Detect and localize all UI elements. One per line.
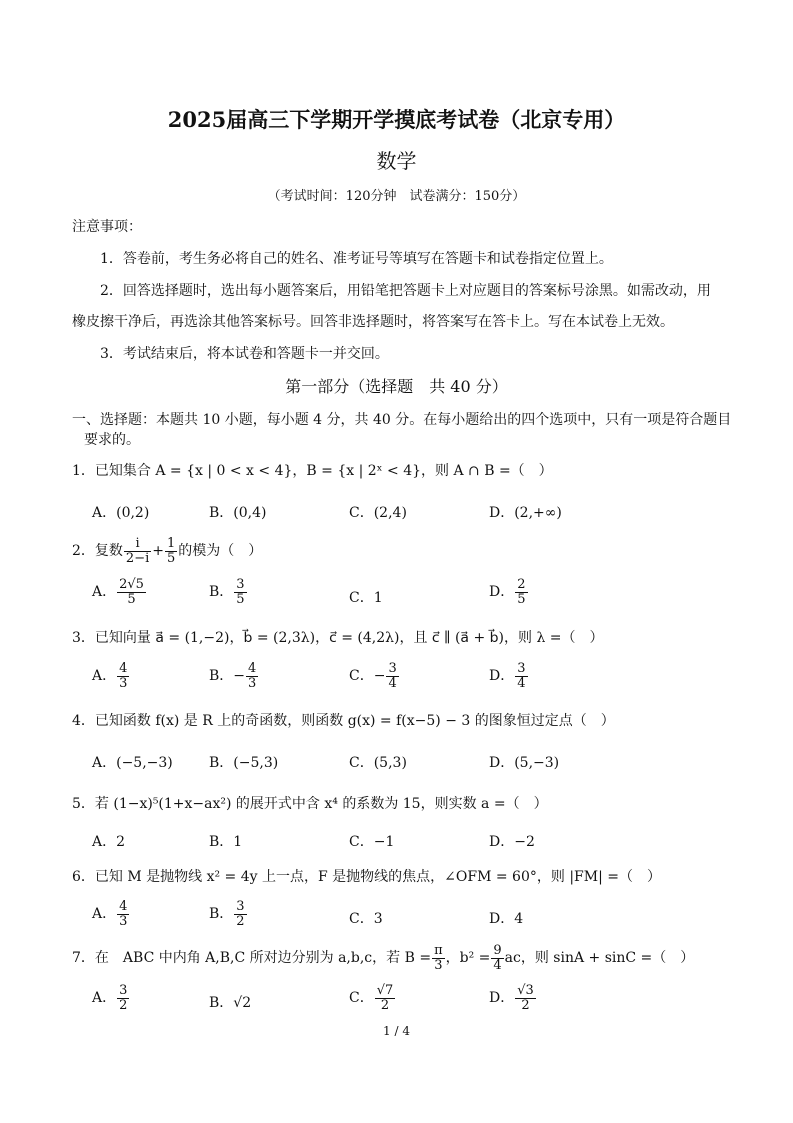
q2-frac-2-num: 1 — [166, 536, 176, 551]
q2-a-num: 2√5 — [119, 577, 144, 592]
note-item-3: 3．考试结束后，将本试卷和答题卡一并交回。 — [100, 346, 389, 362]
q2-stem-post: 的模为（ ） — [178, 543, 263, 560]
q6-b-den: 2 — [236, 913, 245, 929]
q5-option-c: C．−1 — [349, 834, 395, 850]
q3-d-frac — [515, 662, 527, 690]
q7-d-letter: D． — [489, 990, 515, 1007]
q7-a-letter: A． — [92, 990, 117, 1007]
q6-a-num: 4 — [119, 899, 128, 914]
q3-option-c — [349, 662, 400, 690]
q7-stem-pre: 7．在 ABC 中内角 A,B,C 所对边分别为 a,b,c，若 B = — [72, 950, 432, 967]
q7-d-num: √3 — [517, 983, 534, 998]
q2-stem-pre: 2．复数 — [72, 543, 123, 560]
q2-a-frac — [117, 578, 146, 606]
exam-info: （考试时间：120分钟 试卷满分：150分） — [267, 189, 526, 204]
q2-d-num: 2 — [517, 577, 526, 592]
question-5-stem: 5．若 (1−x)⁵(1+x−ax²) 的展开式中含 x⁴ 的系数为 15，则实数 a =（ ） — [72, 796, 548, 812]
q7-frac-1-num: π — [434, 943, 443, 958]
q3-option-b — [209, 662, 259, 690]
q6-a-frac — [117, 900, 129, 928]
q2-a-den: 5 — [127, 591, 136, 607]
q3-b-sign: − — [233, 668, 246, 685]
q2-d-letter: D． — [489, 584, 515, 601]
q2-b-den: 5 — [236, 591, 245, 607]
q2-b-frac — [234, 578, 246, 606]
q6-a-letter: A． — [92, 906, 117, 923]
q6-option-a — [92, 900, 130, 928]
q3-d-den: 4 — [517, 675, 526, 691]
q4-option-b: B．(−5,3) — [209, 755, 279, 771]
q7-option-c — [349, 984, 396, 1012]
q3-c-den: 4 — [388, 675, 397, 691]
q7-stem-post: ac，则 sinA + sinC =（ ） — [504, 950, 695, 967]
question-2-stem — [72, 537, 262, 565]
q7-d-frac — [515, 984, 536, 1012]
q3-a-frac — [117, 662, 129, 690]
q7-c-num: √7 — [376, 983, 394, 998]
q7-a-den: 2 — [119, 997, 128, 1013]
q2-b-letter: B． — [209, 584, 234, 601]
part1-instruction-cont: 要求的。 — [84, 432, 140, 448]
q6-option-b — [209, 900, 248, 928]
q2-option-a — [92, 578, 147, 606]
q7-frac-1-den: 3 — [434, 957, 443, 973]
question-7-stem — [72, 944, 694, 972]
question-1-stem: 1．已知集合 A = {x | 0 < x < 4}，B = {x | 2ˣ < 4}，则 A ∩ B =（ ） — [72, 463, 553, 479]
q6-option-d: D．4 — [489, 911, 524, 927]
q3-option-d — [489, 662, 529, 690]
q2-frac-2 — [165, 537, 177, 565]
q3-b-den: 3 — [248, 675, 257, 691]
q3-a-letter: A． — [92, 668, 117, 685]
q3-b-letter: B． — [209, 668, 234, 685]
q2-option-d — [489, 578, 529, 606]
question-6-stem: 6．已知 M 是抛物线 x² = 4y 上一点，F 是抛物线的焦点，∠OFM = 60°，则 |FM| =（ ） — [72, 869, 661, 885]
part1-heading: 第一部分（选择题 共 40 分） — [285, 377, 508, 396]
q4-option-a: A．(−5,−3) — [92, 755, 173, 771]
subject-title: 数学 — [376, 149, 417, 173]
notes-label: 注意事项： — [72, 219, 142, 235]
q2-plus: + — [152, 543, 164, 560]
q6-b-frac — [234, 900, 246, 928]
q3-option-a — [92, 662, 130, 690]
q7-frac-2-den: 4 — [493, 957, 502, 973]
q3-c-frac — [386, 662, 398, 690]
part1-instruction: 一、选择题：本题共 10 小题，每小题 4 分，共 40 分。在每小题给出的四个选项中，只有一项是符合题目 — [72, 412, 732, 428]
q2-b-num: 3 — [236, 577, 245, 592]
q5-option-a: A．2 — [92, 834, 126, 850]
q3-c-letter: C． — [349, 668, 374, 685]
q2-frac-2-den: 5 — [166, 550, 176, 566]
q2-d-den: 5 — [517, 591, 526, 607]
q2-frac-1 — [124, 537, 151, 565]
q3-b-num: 4 — [248, 661, 257, 676]
q3-b-frac — [246, 662, 258, 690]
q2-option-c: C．1 — [349, 590, 383, 606]
q7-a-num: 3 — [119, 983, 128, 998]
q6-option-c: C．3 — [349, 911, 383, 927]
q3-c-sign: − — [373, 668, 386, 685]
exam-title: 2025届高三下学期开学摸底考试卷（北京专用） — [167, 107, 626, 132]
note-item-2-cont: 橡皮擦干净后，再选涂其他答案标号。回答非选择题时，将答案写在答卡上。写在本试卷上无效。 — [72, 314, 674, 330]
q2-option-b — [209, 578, 248, 606]
q7-d-den: 2 — [521, 997, 530, 1013]
q5-option-d: D．−2 — [489, 834, 535, 850]
q3-a-num: 4 — [119, 661, 128, 676]
q7-c-letter: C． — [349, 990, 374, 1007]
q1-option-a: A．(0,2) — [92, 505, 150, 521]
q2-d-frac — [515, 578, 527, 606]
q3-a-den: 3 — [119, 675, 128, 691]
q6-b-letter: B． — [209, 906, 234, 923]
q6-a-den: 3 — [119, 913, 128, 929]
note-item-1: 1．答卷前，考生务必将自己的姓名、准考证号等填写在答题卡和试卷指定位置上。 — [100, 251, 613, 267]
q7-option-b: B．√2 — [209, 995, 252, 1011]
q3-d-letter: D． — [489, 668, 515, 685]
q4-option-d: D．(5,−3) — [489, 755, 560, 771]
q6-b-num: 3 — [236, 899, 245, 914]
page-number: 1 / 4 — [383, 1024, 410, 1038]
q7-a-frac — [117, 984, 129, 1012]
q3-d-num: 3 — [517, 661, 526, 676]
question-3-stem: 3．已知向量 a⃗ = (1,−2)，b⃗ = (2,3λ)，c⃗ = (4,2λ)，且 c⃗ ∥ (a⃗ + b⃗)，则 λ =（ ） — [72, 630, 604, 646]
q7-frac-2-num: 9 — [493, 943, 502, 958]
q4-option-c: C．(5,3) — [349, 755, 407, 771]
q2-frac-1-den: 2−i — [125, 550, 150, 566]
question-4-stem: 4．已知函数 f(x) 是 R 上的奇函数，则函数 g(x) = f(x−5) − 3 的图象恒过定点（ ） — [72, 713, 615, 729]
q1-option-c: C．(2,4) — [349, 505, 407, 521]
q7-option-a — [92, 984, 130, 1012]
note-item-2: 2．回答选择题时，选出每小题答案后，用铅笔把答题卡上对应题目的答案标号涂黑。如需改动，用 — [100, 283, 711, 299]
q3-c-num: 3 — [388, 661, 397, 676]
q7-frac-1 — [432, 944, 445, 972]
q1-option-d: D．(2,+∞) — [489, 505, 562, 521]
q7-option-d — [489, 984, 537, 1012]
q5-option-b: B．1 — [209, 834, 243, 850]
q7-c-frac — [375, 984, 396, 1012]
q7-mid: ，b² = — [445, 950, 491, 967]
q1-option-b: B．(0,4) — [209, 505, 267, 521]
q7-frac-2 — [491, 944, 503, 972]
q7-c-den: 2 — [380, 997, 390, 1013]
q2-frac-1-num: i — [124, 537, 151, 552]
q2-a-letter: A． — [92, 584, 117, 601]
